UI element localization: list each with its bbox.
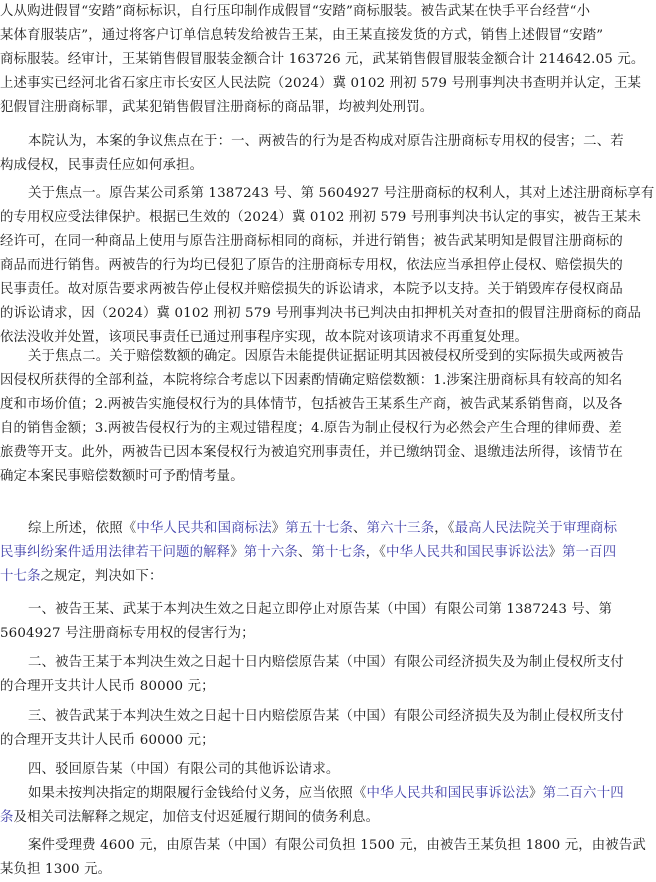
text-line: 商品而进行销售。两被告的行为均已侵犯了原告的注册商标专用权，依法应当承担停止侵权、赔偿损失的 xyxy=(0,258,623,273)
text-line: 依法没收并处置，该项民事责任已通过刑事程序实现，故本院对该项请求不再重复处理。 xyxy=(0,330,529,345)
judgment-item-2 xyxy=(0,651,656,699)
text-line: 关于焦点一。原告某公司系第 1387243 号、第 5604927 号注册商标的权利人，其对上述注册商标享有 xyxy=(28,186,655,201)
text-line: 案件受理费 4600 元，由原告某（中国）有限公司负担 1500 元，由被告王某负担 1800 元，由被告武 xyxy=(28,838,646,853)
text-line: 的合理开支共计人民币 60000 元； xyxy=(0,733,215,748)
text-line: 度和市场价值；2.两被告实施侵权行为的具体情节，包括被告王某系生产商，被告武某系销售商，以及各 xyxy=(0,397,623,412)
text-line xyxy=(0,517,656,541)
text-line: 5604927 号注册商标专用权的侵害行为； xyxy=(0,626,255,641)
text-line: 一、被告王某、武某于本判决生效之日起立即停止对原告某（中国）有限公司第 1387243 号、第 xyxy=(28,602,613,617)
judgment-item-1 xyxy=(0,598,656,646)
paragraph-late-payment xyxy=(0,782,656,830)
text-line: 确定本案民事赔偿数额时可予酌情考量。 xyxy=(0,469,244,484)
text-line: 某负担 1300 元。 xyxy=(0,862,112,877)
text-line: 的专用权应受法律保护。根据已生效的（2024）冀 0102 刑初 579 号刑事判决书认定的事实，被告王某未 xyxy=(0,210,642,225)
text-line: 四、驳回原告某（中国）有限公司的其他诉讼请求。 xyxy=(28,762,340,777)
judgment-item-4 xyxy=(0,758,656,782)
text-line: 二、被告王某于本判决生效之日起十日内赔偿原告某（中国）有限公司经济损失及为制止侵权所支付 xyxy=(28,655,624,670)
paragraph-dispute-focus xyxy=(0,130,656,178)
text-line: 旅费等开支。此外，两被告已因本案侵权行为被追究刑事责任，并已缴纳罚金、退缴违法所得，该情节在 xyxy=(0,445,623,460)
text-segment: 综上所述，依照《 xyxy=(28,521,137,536)
text-line: 因侵权所获得的全部利益，本院将综合考虑以下因素酌情确定赔偿数额：1.涉案注册商标具有较高的知名 xyxy=(0,373,623,388)
text-segment: 如果未按判决指定的期限履行金钱给付义务，应当依照《 xyxy=(28,786,367,801)
text-line: 经许可，在同一种商品上使用与原告注册商标相同的商标，并进行销售；被告武某明知是假冒注册商标的 xyxy=(0,234,623,249)
text-segment: 及相关司法解释之规定，加倍支付迟延履行期间的债务利息。 xyxy=(13,810,380,825)
text-line xyxy=(0,782,656,806)
text-line xyxy=(0,565,656,589)
text-segment: 》 xyxy=(271,521,286,536)
text-line: 关于焦点二。关于赔偿数额的确定。因原告未能提供证据证明其因被侵权所受到的实际损失或两被告 xyxy=(28,349,624,364)
text-line: 某体育服装店”，通过将客户订单信息转发给被告王某，由王某直接发货的方式，销售上述假冒“安踏” xyxy=(0,28,604,43)
statute-link[interactable]: 中华人民共和国民事诉讼法 xyxy=(386,545,549,560)
statute-link[interactable]: 中华人民共和国民事诉讼法 xyxy=(366,786,530,801)
statute-link[interactable]: 第一百四 xyxy=(562,545,617,560)
text-line: 犯假冒注册商标罪，武某犯销售假冒注册商标的商品罪，均被判处刑罚。 xyxy=(0,100,434,115)
text-line: 三、被告武某于本判决生效之日起十日内赔偿原告某（中国）有限公司经济损失及为制止侵权所支付 xyxy=(28,709,624,724)
text-segment: 》 xyxy=(230,545,244,560)
text-segment: 之规定，判决如下： xyxy=(40,569,163,584)
statute-link[interactable]: 第六十三条 xyxy=(366,521,435,536)
text-line: 的诉讼请求，因（2024）冀 0102 刑初 579 号刑事判决书已判决由扣押机关对查扣的假冒注册商标的商品 xyxy=(0,306,642,321)
paragraph-conclusion xyxy=(0,517,656,589)
statute-link[interactable]: 十七条 xyxy=(0,569,41,584)
text-segment: 》 xyxy=(529,786,543,801)
paragraph-fees xyxy=(0,834,656,882)
text-line xyxy=(0,806,656,830)
text-line: 构成侵权，民事责任应如何承担。 xyxy=(0,158,204,173)
statute-link[interactable]: 中华人民共和国商标法 xyxy=(136,521,272,536)
paragraph-focus-one xyxy=(0,182,656,350)
text-line: 自的销售金额；3.两被告侵权行为的主观过错程度；4.原告为制止侵权行为必然会产生合理的律师费、差 xyxy=(0,421,622,436)
statute-link[interactable]: 第十六条 xyxy=(243,545,298,560)
text-segment: 、 xyxy=(297,545,312,560)
text-segment: ，《 xyxy=(365,545,387,560)
text-line: 本院认为，本案的争议焦点在于：一、两被告的行为是否构成对原告注册商标专用权的侵害；二、若 xyxy=(28,134,624,149)
text-line: 上述事实已经河北省石家庄市长安区人民法院（2024）冀 0102 刑初 579 号刑事判决书查明并认定，王某 xyxy=(0,76,642,91)
text-line: 人从购进假冒“安踏”商标标识，自行压印制作成假冒“安踏”商标服装。被告武某在快手平台经营“小 xyxy=(0,4,591,19)
paragraph-facts-continued xyxy=(0,0,656,120)
text-line: 民事责任。故对原告要求两被告停止侵权并赔偿损失的诉讼请求，本院予以支持。关于销毁库存侵权商品 xyxy=(0,282,623,297)
text-line xyxy=(0,541,656,565)
statute-link[interactable]: 第二百六十四 xyxy=(542,786,624,801)
text-segment: ，《 xyxy=(434,521,455,536)
statute-link[interactable]: 民事纠纷案件适用法律若干问题的解释 xyxy=(0,545,231,560)
statute-link[interactable]: 第十七条 xyxy=(311,545,366,560)
judgment-item-3 xyxy=(0,705,656,753)
statute-link[interactable]: 最高人民法院关于审理商标 xyxy=(454,521,618,536)
text-line: 的合理开支共计人民币 80000 元； xyxy=(0,679,215,694)
paragraph-focus-two xyxy=(0,345,656,489)
text-segment: 》 xyxy=(548,545,563,560)
statute-link[interactable]: 条 xyxy=(0,810,14,825)
statute-link[interactable]: 第五十七条 xyxy=(285,521,353,536)
text-segment: 、 xyxy=(352,521,367,536)
text-line: 商标服装。经审计，王某销售假冒服装金额合计 163726 元，武某销售假冒服装金额合计 214642.05 元。 xyxy=(0,52,645,67)
